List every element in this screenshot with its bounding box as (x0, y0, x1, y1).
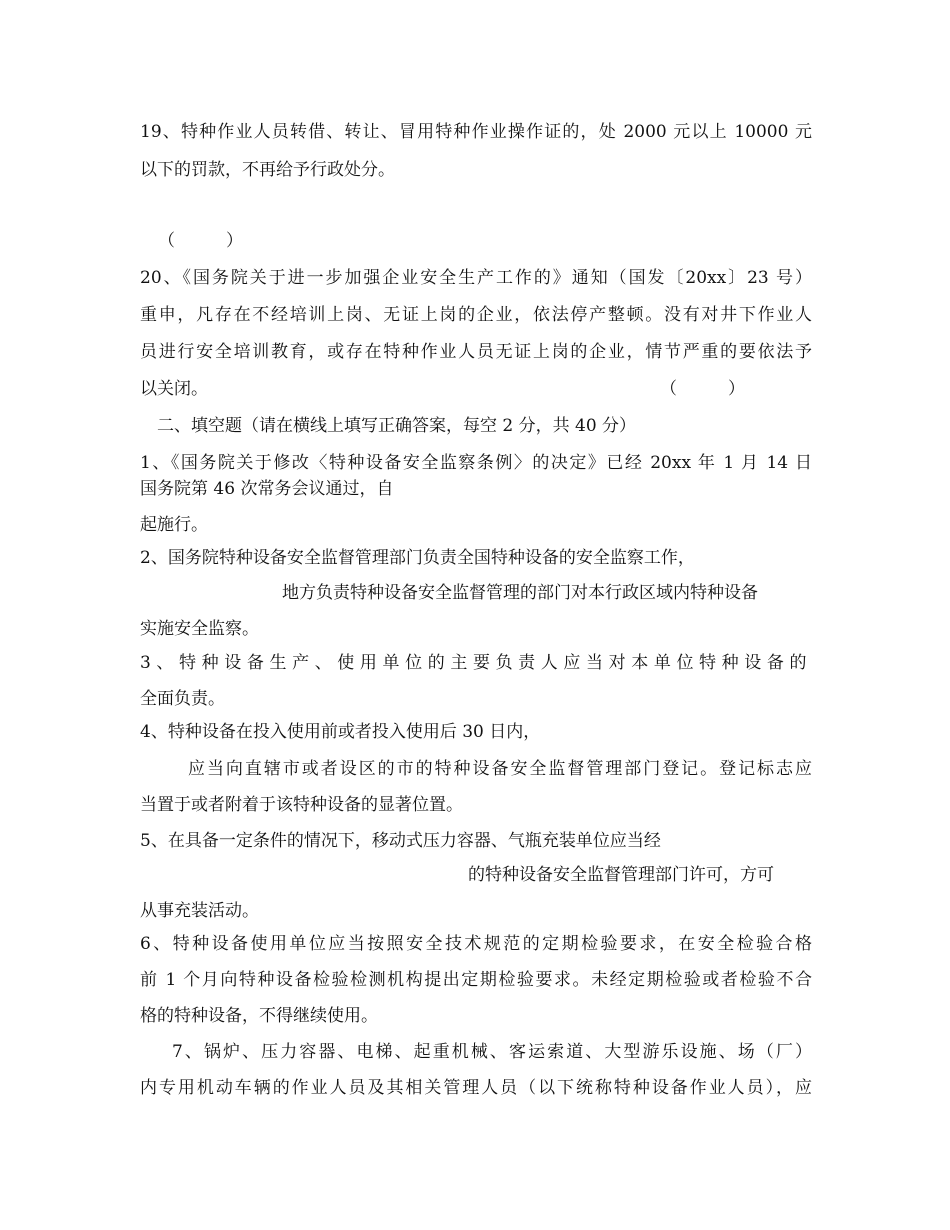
question-20-line-4: 以关闭。 (140, 379, 208, 399)
fill-7-line-1: 7、锅炉、压力容器、电梯、起重机械、客运索道、大型游乐设施、场（厂） (172, 1042, 812, 1062)
fill-3-line-2: 全面负责。 (140, 689, 225, 709)
section-heading-fill-in: 二、填空题（请在横线上填写正确答案，每空 2 分，共 40 分） (157, 416, 637, 436)
fill-6-line-1: 6、特种设备使用单位应当按照安全技术规范的定期检验要求，在安全检验合格 (140, 934, 812, 954)
fill-5-line-3: 从事充装活动。 (140, 901, 259, 921)
question-20-line-2: 重申，凡存在不经培训上岗、无证上岗的企业，依法停产整顿。没有对井下作业人 (140, 305, 812, 325)
fill-4-line-2: 应当向直辖市或者设区的市的特种设备安全监督管理部门登记。登记标志应 (188, 759, 812, 779)
answer-blank-20: （ ） (660, 379, 745, 399)
fill-4-line-3: 当置于或者附着于该特种设备的显著位置。 (140, 795, 463, 815)
question-20-line-1: 20、《国务院关于进一步加强企业安全生产工作的》通知（国发〔20xx〕23 号） (140, 268, 812, 288)
fill-7-line-2: 内专用机动车辆的作业人员及其相关管理人员（以下统称特种设备作业人员），应 (140, 1078, 812, 1098)
fill-2-line-3: 实施安全监察。 (140, 619, 259, 639)
fill-5-line-1: 5、在具备一定条件的情况下，移动式压力容器、气瓶充装单位应当经 (140, 831, 661, 851)
fill-1-line-3: 起施行。 (140, 515, 208, 535)
question-19-line-2: 以下的罚款，不再给予行政处分。 (140, 160, 395, 180)
fill-1-line-1: 1、《国务院关于修改〈特种设备安全监察条例〉的决定》已经 20xx 年 1 月 14 日 (140, 453, 812, 473)
fill-4-line-1: 4、特种设备在投入使用前或者投入使用后 30 日内， (140, 722, 541, 742)
question-20-line-3: 员进行安全培训教育，或存在特种作业人员无证上岗的企业，情节严重的要依法予 (140, 342, 812, 362)
fill-2-line-2: 地方负责特种设备安全监督管理的部门对本行政区域内特种设备 (282, 583, 758, 603)
fill-1-line-2: 国务院第 46 次常务会议通过，自 (140, 479, 394, 499)
answer-blank-19: （ ） (158, 231, 243, 251)
fill-3-line-1: 3、特种设备生产、使用单位的主要负责人应当对本单位特种设备的 (140, 653, 812, 673)
fill-6-line-3: 格的特种设备，不得继续使用。 (140, 1006, 378, 1026)
question-19-line-1: 19、特种作业人员转借、转让、冒用特种作业操作证的，处 2000 元以上 10000 元 (140, 122, 812, 142)
fill-2-line-1: 2、国务院特种设备安全监督管理部门负责全国特种设备的安全监察工作， (140, 548, 695, 568)
fill-5-line-2: 的特种设备安全监督管理部门许可，方可 (468, 865, 774, 885)
fill-6-line-2: 前 1 个月向特种设备检验检测机构提出定期检验要求。未经定期检验或者检验不合 (140, 970, 812, 990)
